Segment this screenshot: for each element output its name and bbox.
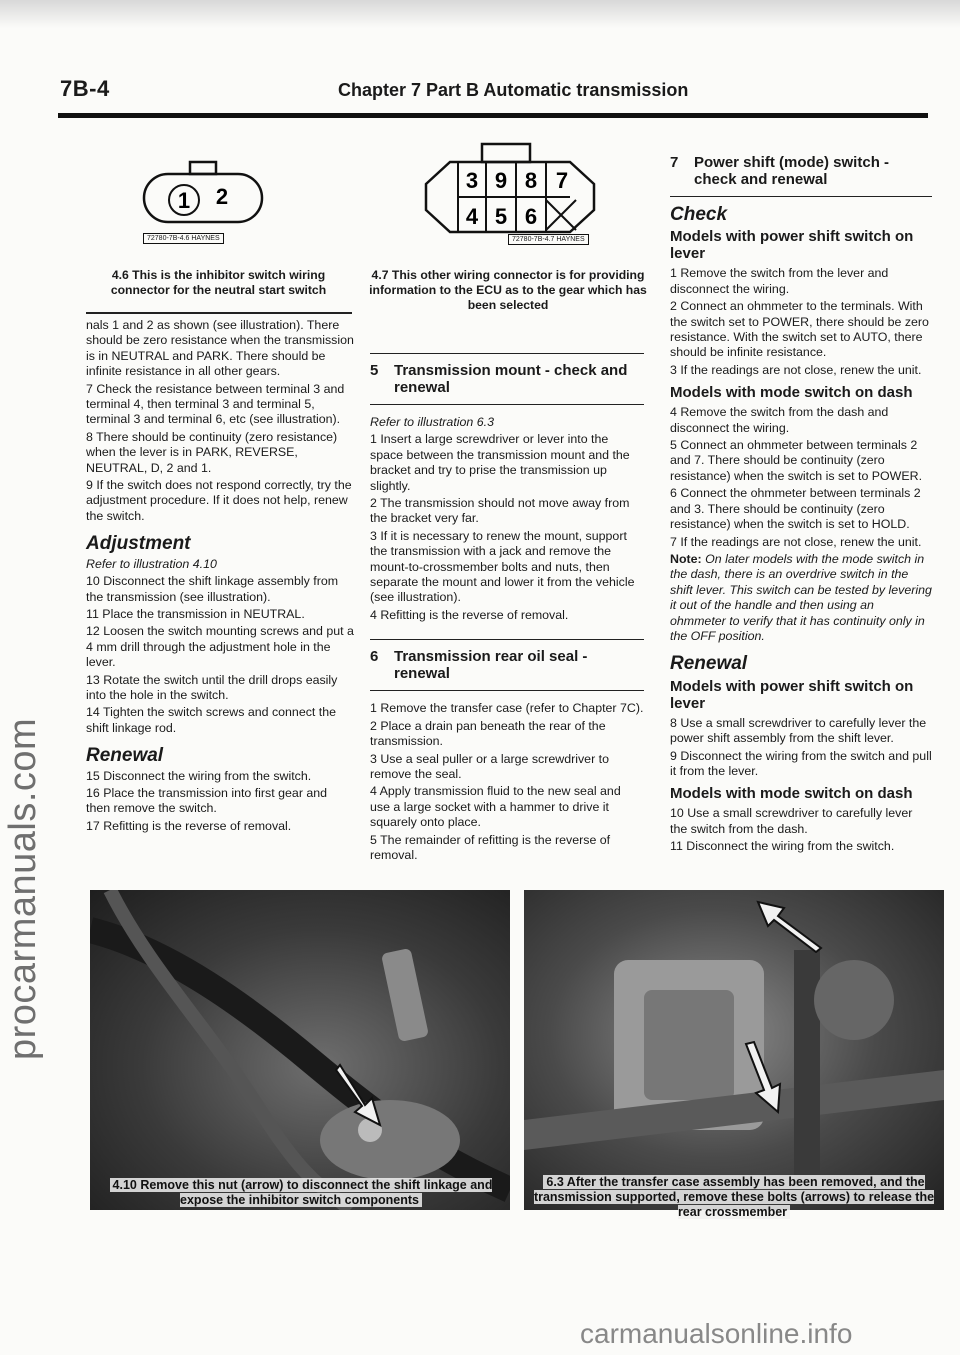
section-7-heading <box>670 146 932 197</box>
paragraph: nals 1 and 2 as shown (see illustration). There should be zero resistance when the transmission is in NEUTRAL and PARK. There should be infinite resistance in all other gears. <box>86 318 354 379</box>
figure-ref-4-6: 72780-7B-4.6 HAYNES <box>143 233 224 244</box>
check-heading: Check <box>670 204 728 225</box>
paragraph: 5 The remainder of refitting is the reverse of removal. <box>370 832 611 862</box>
caption-text: 6.3 After the transfer case assembly has been removed, and the transmission supported, remove these bolts (arrows) to release the rear crossmember <box>533 1175 935 1219</box>
pin-1-label: 1 <box>177 188 191 213</box>
paragraph: 4 Remove the switch from the dash and disconnect the wiring. <box>670 405 889 435</box>
paragraph: 1 Insert a large screwdriver or lever into the space between the transmission mount and the bracket and try to prise the transmission up slightly. <box>370 432 630 493</box>
connector-7pin-diagram <box>420 142 600 242</box>
pin-7-label: 7 <box>555 168 569 193</box>
section-number: 5 <box>370 362 379 379</box>
paragraph: 8 There should be continuity (zero resistance) when the lever is in PARK, REVERSE, NEUTRAL, D, 2 and 1. <box>86 429 338 475</box>
paragraph: 16 Place the transmission into first gear and then remove the switch. <box>86 785 328 816</box>
paragraph: 15 Disconnect the wiring from the switch. <box>86 768 312 783</box>
adjustment-heading: Adjustment <box>86 533 191 555</box>
paragraph: 14 Tighten the switch screws and connect the shift linkage rod. <box>86 705 337 735</box>
caption-4-10 <box>96 1178 506 1208</box>
paragraph: 7 If the readings are not close, renew the unit. <box>670 534 922 549</box>
pin-4-label: 4 <box>465 204 479 229</box>
paragraph: 2 Connect an ohmmeter to the terminals. With the switch set to POWER, there should be zero resistance. With the switch set to AUTO, there should be infinite resistance. <box>670 299 929 360</box>
note-text: On later models with the mode switch in the dash, there is an overdrive switch in the shift lever. This switch can be tested by levering it out of the handle and then using an ohmmeter to verify that it has continuity only in the OFF position. <box>670 551 932 643</box>
subheading: Models with mode switch on dash <box>670 785 913 803</box>
caption-text: 4.10 Remove this nut (arrow) to disconnect the shift linkage and expose the inhibitor switch components <box>110 1178 493 1207</box>
column-3 <box>670 146 932 857</box>
section-title: Transmission rear oil seal - renewal <box>394 648 588 683</box>
subheading: Models with power shift switch on lever <box>670 677 914 712</box>
page-number: 7B-4 <box>60 76 110 101</box>
paragraph: 4 Refitting is the reverse of removal. <box>370 607 569 622</box>
scan-shading <box>0 0 960 28</box>
paragraph: 9 Disconnect the wiring from the switch and pull it from the lever. <box>670 748 932 778</box>
arrow-icon <box>756 898 826 953</box>
paragraph: 17 Refitting is the reverse of removal. <box>86 818 292 833</box>
footer-watermark: carmanualsonline.info <box>580 1318 853 1349</box>
paragraph: 11 Place the transmission in NEUTRAL. <box>86 606 305 621</box>
paragraph: 8 Use a small screwdriver to carefully lever the power shift assembly from the shift lever. <box>670 715 927 746</box>
paragraph: 3 If the readings are not close, renew the unit. <box>670 362 922 377</box>
paragraph: 1 Remove the transfer case (refer to Chapter 7C). <box>370 701 644 716</box>
pin-8-label: 8 <box>524 168 538 193</box>
paragraph: 9 If the switch does not respond correctly, try the adjustment procedure. If it does not help, renew the switch. <box>86 478 352 523</box>
note-label: Note: <box>670 551 702 566</box>
figure-ref-4-7: 72780-7B-4.7 HAYNES <box>508 234 589 245</box>
paragraph: 13 Rotate the switch until the drill drops easily into the hole in the switch. <box>86 672 338 702</box>
paragraph: 2 Place a drain pan beneath the rear of the transmission. <box>370 718 606 749</box>
paragraph: 1 Remove the switch from the lever and disconnect the wiring. <box>670 266 889 296</box>
renewal-heading: Renewal <box>670 653 748 675</box>
column-2 <box>370 345 644 865</box>
section-5-heading <box>370 353 644 405</box>
figure-rule <box>86 312 352 314</box>
pin-2-label: 2 <box>215 184 229 209</box>
photo-4-10-illustration <box>90 890 510 1210</box>
pin-9-label: 9 <box>494 168 508 193</box>
paragraph: 4 Apply transmission fluid to the new seal and use a large socket with a hammer to drive it squarely onto place. <box>370 784 621 830</box>
connector-2pin-diagram <box>140 160 270 240</box>
paragraph: 10 Disconnect the shift linkage assembly from the transmission (see illustration). <box>86 574 339 604</box>
paragraph: 5 Connect an ohmmeter between terminals 2 and 7. There should be continuity (zero resistance) when the switch is set to POWER. <box>670 438 923 483</box>
pin-5-label: 5 <box>494 204 508 229</box>
paragraph: 11 Disconnect the wiring from the switch. <box>670 839 895 854</box>
section-number: 7 <box>670 154 679 171</box>
pin-6-label: 6 <box>524 204 538 229</box>
paragraph: 12 Loosen the switch mounting screws and put a 4 mm drill through the adjustment hole in the lever. <box>86 624 354 670</box>
caption-6-3 <box>528 1175 940 1220</box>
note <box>670 552 932 644</box>
photo-4-10 <box>90 890 510 1210</box>
illustration-ref: Refer to illustration 4.10 <box>86 556 217 571</box>
side-watermark: procarmanuals.com <box>2 717 44 1060</box>
paragraph: 3 Use a seal puller or a large screwdriver to remove the seal. <box>370 751 609 781</box>
caption-4-7: 4.7 This other wiring connector is for providing information to the ECU as to the gear which has been selected <box>369 268 647 312</box>
section-title: Power shift (mode) switch - check and renewal <box>694 154 890 188</box>
section-6-heading <box>370 639 644 691</box>
illustration-ref: Refer to illustration 6.3 <box>370 415 494 429</box>
pin-3-label: 3 <box>465 168 479 193</box>
header-rule <box>58 113 928 118</box>
arrow-icon <box>330 1060 390 1130</box>
section-title: Transmission mount - check and renewal <box>394 362 628 396</box>
section-number: 6 <box>370 648 379 666</box>
arrow-icon <box>734 1040 789 1115</box>
subheading: Models with power shift switch on lever <box>670 228 914 263</box>
chapter-title: Chapter 7 Part B Automatic transmission <box>338 80 689 100</box>
paragraph: 3 If it is necessary to renew the mount, support the transmission with a jack and remove the mount-to-crossmember bolts and nuts, then separate the mount and lower it from the vehicle (see illustration). <box>370 528 635 605</box>
paragraph: 7 Check the resistance between terminal 3 and terminal 4, then terminal 3 and terminal 5, terminal 3 and terminal 6, etc (see illustration). <box>86 381 345 427</box>
caption-4-6: 4.6 This is the inhibitor switch wiring connector for the neutral start switch <box>110 268 327 297</box>
paragraph: 2 The transmission should not move away from the bracket very far. <box>370 496 630 526</box>
paragraph: 10 Use a small screwdriver to carefully lever the switch from the dash. <box>670 806 913 836</box>
column-1 <box>86 318 354 836</box>
photo-6-3 <box>524 890 944 1210</box>
paragraph: 6 Connect the ohmmeter between terminals 2 and 3. There should be continuity (zero resistance) when the switch is set to HOLD. <box>670 486 921 532</box>
subheading: Models with mode switch on dash <box>670 384 913 402</box>
renewal-heading: Renewal <box>86 745 164 767</box>
